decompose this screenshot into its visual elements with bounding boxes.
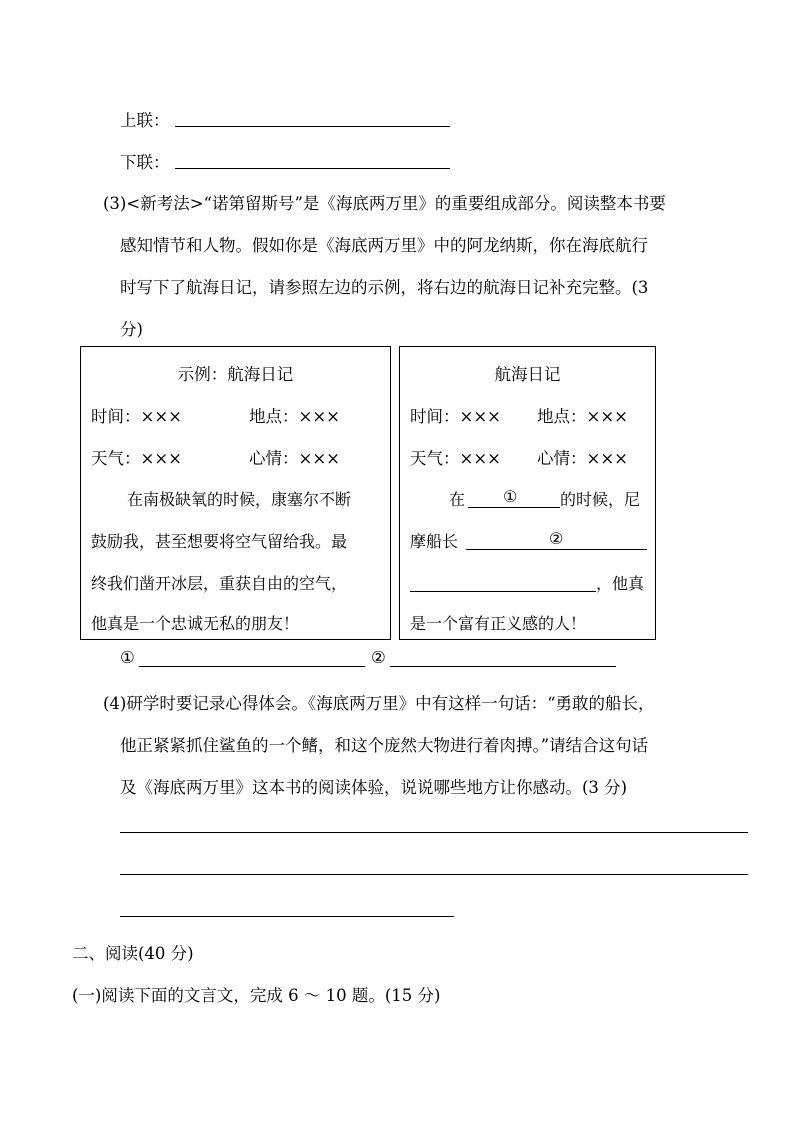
answer-1-mark: ① — [120, 648, 135, 667]
answer-diary-body-3-post: ，他真 — [596, 574, 645, 593]
answer-diary-body-1-post: 的时候，尼 — [560, 490, 641, 509]
example-diary-time: 时间：××× — [91, 407, 182, 426]
example-diary-weather: 天气：××× — [91, 449, 182, 468]
answer-blank-1-mark: ① — [503, 487, 518, 506]
lower-couplet-answer-line[interactable] — [175, 168, 450, 169]
answer-diary-time: 时间：××× — [410, 407, 501, 426]
q3-line-4: 分) — [120, 320, 143, 339]
answer-diary-box — [399, 346, 656, 640]
lower-couplet-label: 下联： — [120, 153, 170, 172]
q3-line-2: 感知情节和人物。假如你是《海底两万里》中的阿龙纳斯，你在海底航行 — [120, 236, 648, 255]
example-diary-box — [80, 346, 391, 640]
section-2-subheading: (一)阅读下面的文言文，完成 6 ～ 10 题。(15 分) — [72, 986, 441, 1005]
example-diary-title: 示例：航海日记 — [177, 365, 294, 384]
answer-blank-2-mark: ② — [549, 529, 564, 548]
q4-answer-line-3[interactable] — [120, 916, 454, 917]
example-diary-place: 地点：××× — [249, 407, 340, 426]
answer-diary-title: 航海日记 — [494, 365, 561, 384]
answer-diary-body-2-pre: 摩船长 — [410, 532, 459, 551]
answer-diary-body-4: 是一个富有正义感的人！ — [410, 614, 587, 633]
upper-couplet-label: 上联： — [120, 111, 170, 130]
q4-answer-line-1[interactable] — [120, 832, 748, 833]
q4-line-2: 他正紧紧抓住鲨鱼的一个鳍，和这个庞然大物进行着肉搏。”请结合这句话 — [120, 736, 649, 755]
answer-blank-1[interactable] — [468, 507, 560, 508]
example-diary-body-3: 终我们凿开冰层，重获自由的空气， — [91, 574, 348, 593]
answer-blank-2[interactable] — [466, 549, 647, 550]
answer-diary-weather: 天气：××× — [410, 449, 501, 468]
answer-1-line[interactable] — [139, 666, 365, 667]
answer-diary-place: 地点：××× — [537, 407, 628, 426]
section-2-heading: 二、阅读(40 分) — [72, 944, 194, 963]
answer-2-line[interactable] — [390, 666, 616, 667]
q4-line-1: (4)研学时要记录心得体会。《海底两万里》中有这样一句话：“勇敢的船长， — [103, 694, 655, 713]
example-diary-body-2: 鼓励我，甚至想要将空气留给我。最 — [91, 532, 348, 551]
answer-diary-mood: 心情：××× — [537, 449, 628, 468]
q4-line-3: 及《海底两万里》这本书的阅读体验，说说哪些地方让你感动。(3 分) — [120, 778, 628, 797]
q4-answer-line-2[interactable] — [120, 874, 748, 875]
example-diary-mood: 心情：××× — [249, 449, 340, 468]
q3-line-3: 时写下了航海日记，请参照左边的示例，将右边的航海日记补充完整。(3 — [120, 278, 649, 297]
answer-diary-body-1-pre: 在 — [449, 490, 466, 509]
example-diary-body-4: 他真是一个忠诚无私的朋友！ — [91, 614, 300, 633]
q3-line-1: (3)<新考法>“诺第留斯号”是《海底两万里》的重要组成部分。阅读整本书要 — [103, 194, 666, 213]
example-diary-body-1: 在南极缺氧的时候，康塞尔不断 — [127, 490, 352, 509]
answer-blank-2-continued[interactable] — [410, 591, 596, 592]
answer-2-mark: ② — [371, 648, 386, 667]
upper-couplet-answer-line[interactable] — [175, 126, 450, 127]
